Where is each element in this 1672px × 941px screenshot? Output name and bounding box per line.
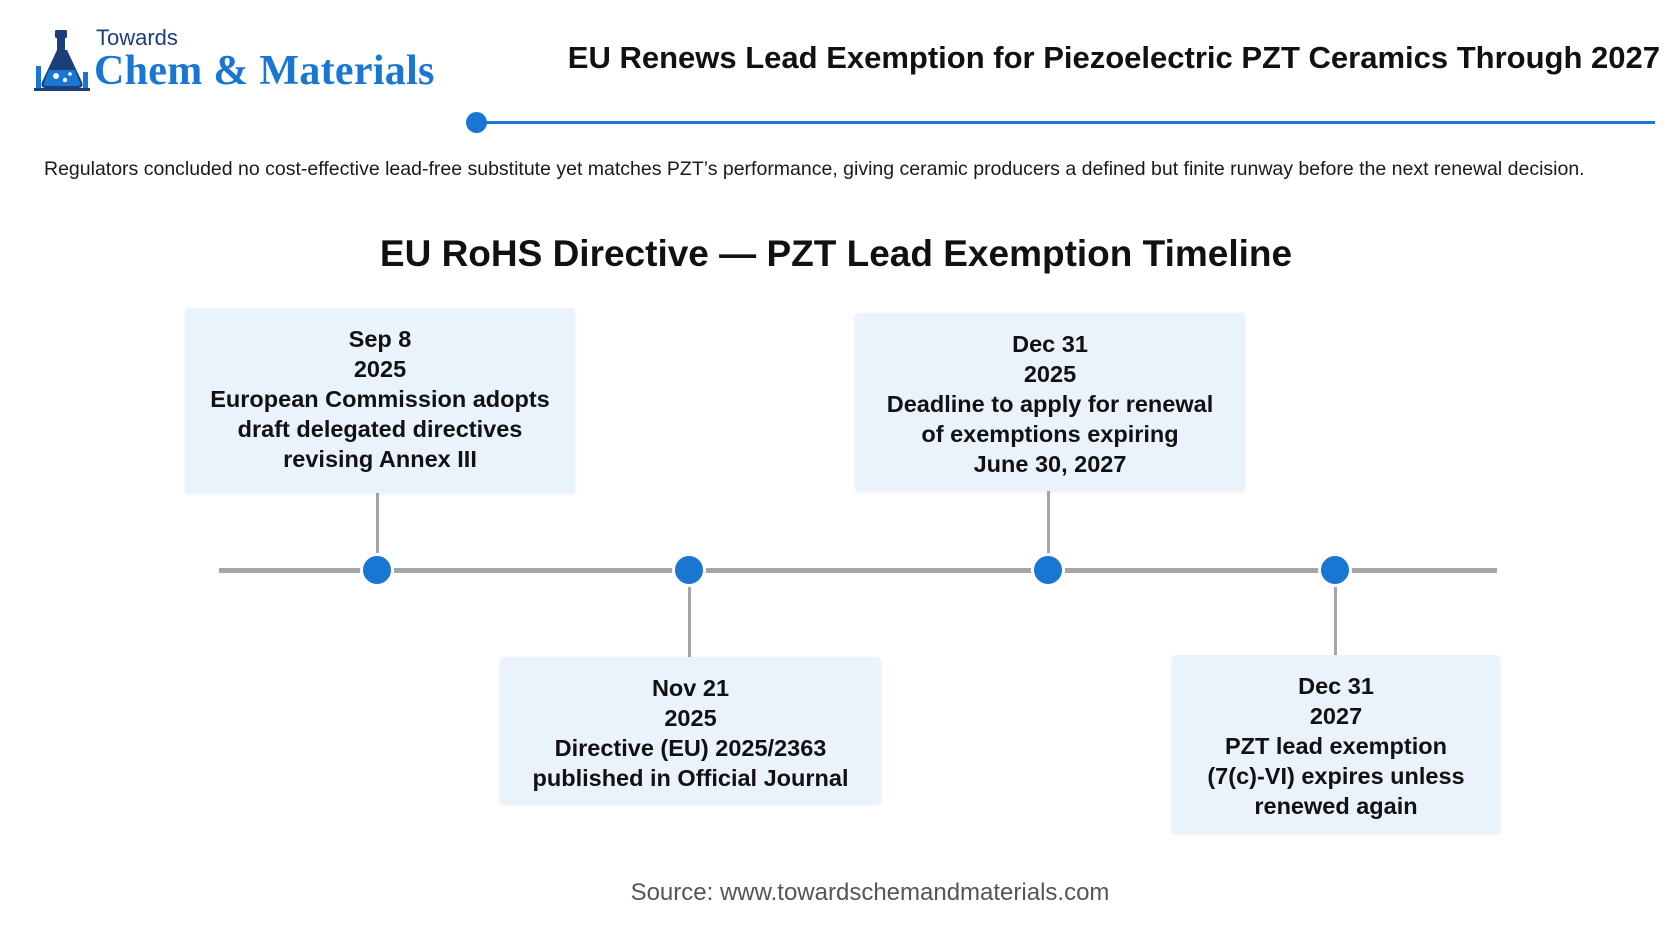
event-description: Directive (EU) 2025/2363 published in Official Journal — [532, 735, 849, 791]
event-year: 2025 — [1023, 361, 1077, 387]
event-year: 2027 — [1309, 703, 1363, 729]
event-description: Deadline to apply for renewal of exemptions expiring June 30, 2027 — [886, 391, 1214, 477]
event-date: Dec 31 — [1298, 673, 1374, 699]
event-marker-4 — [1318, 553, 1352, 587]
event-marker-1 — [360, 553, 394, 587]
brand-name: Chem & Materials — [94, 48, 435, 94]
event-date: Dec 31 — [1012, 331, 1088, 357]
event-date: Nov 21 — [651, 675, 730, 701]
event-date: Sep 8 — [348, 326, 412, 352]
event-description: PZT lead exemption (7(c)-VI) expires unless renewed again — [1207, 733, 1465, 819]
header-divider-dot — [466, 112, 487, 133]
event-card-2 — [500, 657, 881, 804]
brand-logo — [34, 24, 434, 96]
event-year: 2025 — [353, 356, 407, 382]
source-credit: Source: www.towardschemandmaterials.com — [630, 879, 1110, 906]
timeline-axis — [219, 568, 1497, 573]
event-card-4 — [1172, 655, 1500, 834]
event-description: European Commission adopts draft delegated directives revising Annex III — [210, 386, 550, 472]
timeline-title: EU RoHS Directive — PZT Lead Exemption Timeline — [379, 233, 1293, 274]
event-card-3 — [855, 313, 1245, 491]
event-year: 2025 — [664, 705, 717, 731]
page-title: EU Renews Lead Exemption for Piezoelectric PZT Ceramics Through 2027 — [567, 40, 1660, 75]
intro-text: Regulators concluded no cost-effective lead-free substitute yet matches PZT’s performance, giving ceramic producers a defined but finite runway before the next renewal decision. — [44, 158, 1585, 180]
event-card-1 — [185, 308, 575, 493]
brand-small-text: Towards — [96, 25, 178, 50]
event-marker-2 — [672, 553, 706, 587]
header-divider — [477, 121, 1655, 124]
flask-icon — [34, 28, 90, 92]
event-marker-3 — [1031, 553, 1065, 587]
